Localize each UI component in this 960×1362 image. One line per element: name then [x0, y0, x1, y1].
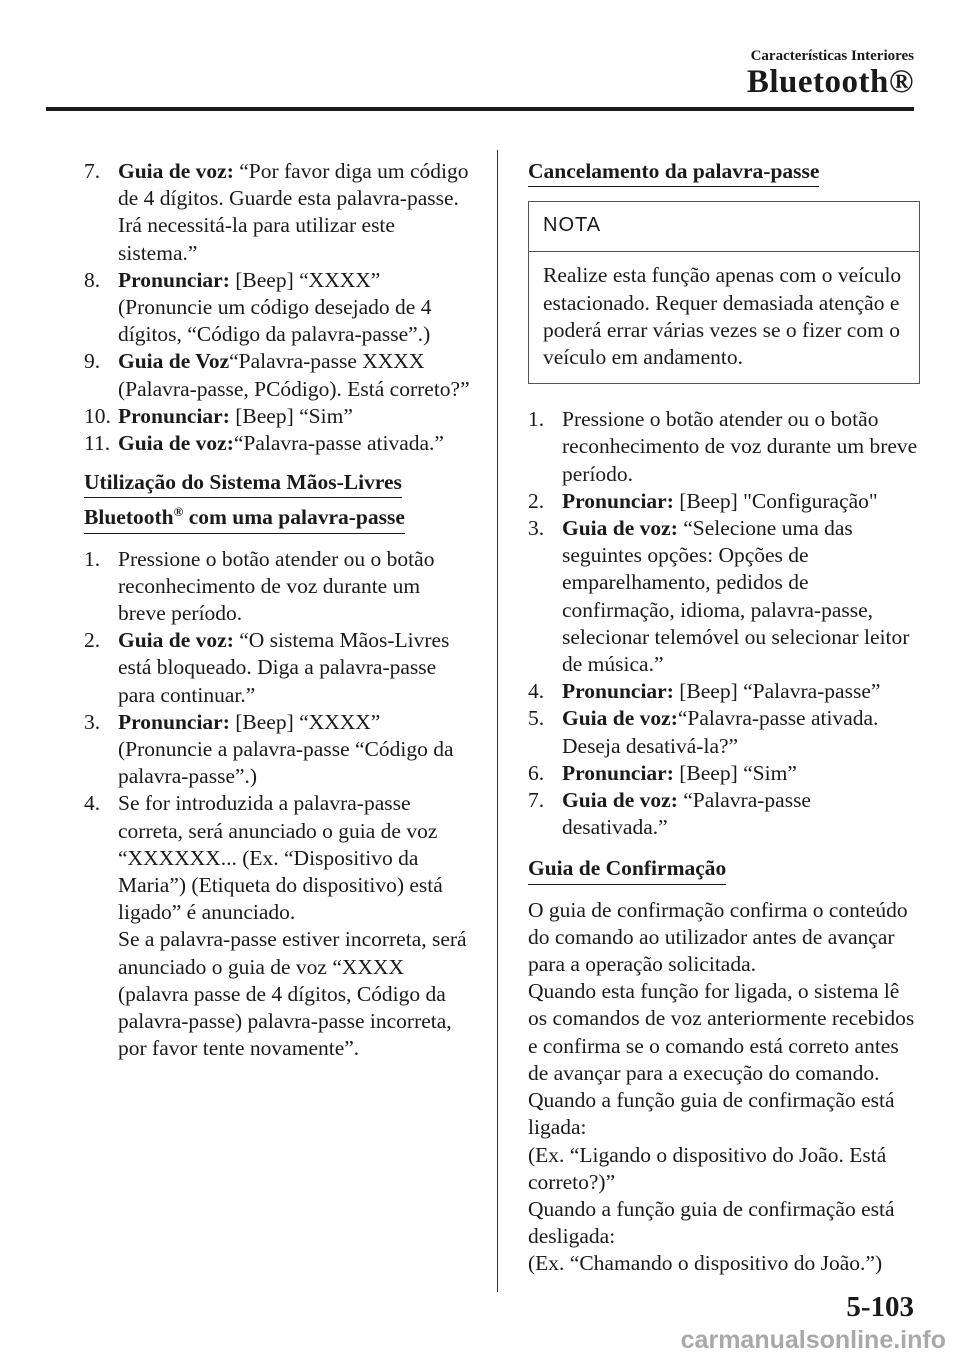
steps-list-b: [84, 546, 472, 1063]
list-item: 11. Guia de voz:“Palavra-passe ativada.”: [84, 431, 444, 456]
paragraph: Quando a função guia de confirmação está desligada:: [528, 1196, 895, 1249]
list-item: 6. Pronunciar: [Beep] “Sim”: [528, 760, 797, 785]
column-divider: [497, 150, 498, 1292]
steps-list-cancel: [528, 406, 920, 841]
list-item: 4. Se for introduzida a palavra-passe correta, será anunciado o guia de voz “XXXXXX... (Ex. “Dispositivo da Maria”) (Etiqueta do dispositivo) está ligado” é anunciado. Se a palavra-passe estiver incorreta, será anunciado o guia de voz “XXXX (palavra passe de 4 dígitos, Código da palavra-passe) palavra-passe incorreta, por favor tente novamente”.: [84, 791, 467, 1061]
paragraph: Quando esta função for ligada, o sistema lê os comandos de voz anteriormente recebidos e confirma se o comando está correto antes de avançar para a execução do comando.: [528, 979, 915, 1085]
list-item: 7. Guia de voz: “Por favor diga um código de 4 dígitos. Guarde esta palavra-passe. Irá necessitá-la para utilizar este sistema.”: [84, 159, 469, 265]
list-item: 2. Pronunciar: [Beep] "Configuração": [528, 488, 878, 513]
section-heading-hands-free: Utilização do Sistema Mãos-Livres Bluetooth® com uma palavra-passe: [84, 469, 472, 533]
header-rule: [46, 107, 914, 111]
list-item: 1. Pressione o botão atender ou o botão reconhecimento de voz durante um breve período.: [528, 407, 918, 486]
section-heading-cancel: Cancelamento da palavra-passe: [528, 158, 819, 187]
page-title: Bluetooth®: [746, 64, 914, 100]
watermark: carmanualsonline.info: [680, 1326, 946, 1354]
paragraph: (Ex. “Chamando o dispositivo do João.”): [528, 1251, 883, 1276]
list-item: 5. Guia de voz:“Palavra-passe ativada. Deseja desativá-la?”: [528, 706, 879, 758]
note-title: NOTA: [529, 202, 919, 252]
list-item: 10. Pronunciar: [Beep] “Sim”: [84, 403, 353, 428]
paragraph: (Ex. “Ligando o dispositivo do João. Está correto?)”: [528, 1142, 887, 1194]
list-item: 1. Pressione o botão atender ou o botão reconhecimento de voz durante um breve período.: [84, 546, 435, 626]
paragraph: Quando a função guia de confirmação está ligada:: [528, 1088, 895, 1140]
confirm-body: [528, 897, 920, 1278]
paragraph: O guia de confirmação confirma o conteúdo do comando ao utilizador antes de avançar para a operação solicitada.: [528, 897, 908, 977]
right-column: [528, 158, 920, 1278]
list-item: 8. Pronunciar: [Beep] “XXXX” (Pronuncie um código desejado de 4 dígitos, “Código da palavra-passe”.): [84, 267, 432, 347]
list-item: 3. Pronunciar: [Beep] “XXXX” (Pronuncie a palavra-passe “Código da palavra-passe”.): [84, 709, 454, 789]
section-name: Características Interiores: [750, 48, 914, 64]
page-number: 5-103: [846, 1291, 914, 1323]
list-item: 4. Pronunciar: [Beep] “Palavra-passe”: [528, 679, 881, 704]
steps-list-a: [84, 158, 472, 457]
left-column: [84, 158, 472, 1063]
section-heading-confirm: Guia de Confirmação: [528, 855, 726, 884]
note-box: [528, 201, 920, 384]
list-item: 7. Guia de voz: “Palavra-passe desativada.”: [528, 788, 811, 840]
note-text: Realize esta função apenas com o veículo estacionado. Requer demasiada atenção e poderá errar várias vezes se o fizer com o veículo em andamento.: [543, 263, 902, 370]
list-item: 9. Guia de Voz“Palavra-passe XXXX (Palavra-passe, PCódigo). Está correto?”: [84, 349, 470, 401]
list-item: 3. Guia de voz: “Selecione uma das seguintes opções: Opções de emparelhamento, pedidos de confirmação, idioma, palavra-passe, selecionar telemóvel ou selecionar leitor de música.”: [528, 516, 910, 677]
list-item: 2. Guia de voz: “O sistema Mãos-Livres está bloqueado. Diga a palavra-passe para continuar.”: [84, 628, 450, 707]
